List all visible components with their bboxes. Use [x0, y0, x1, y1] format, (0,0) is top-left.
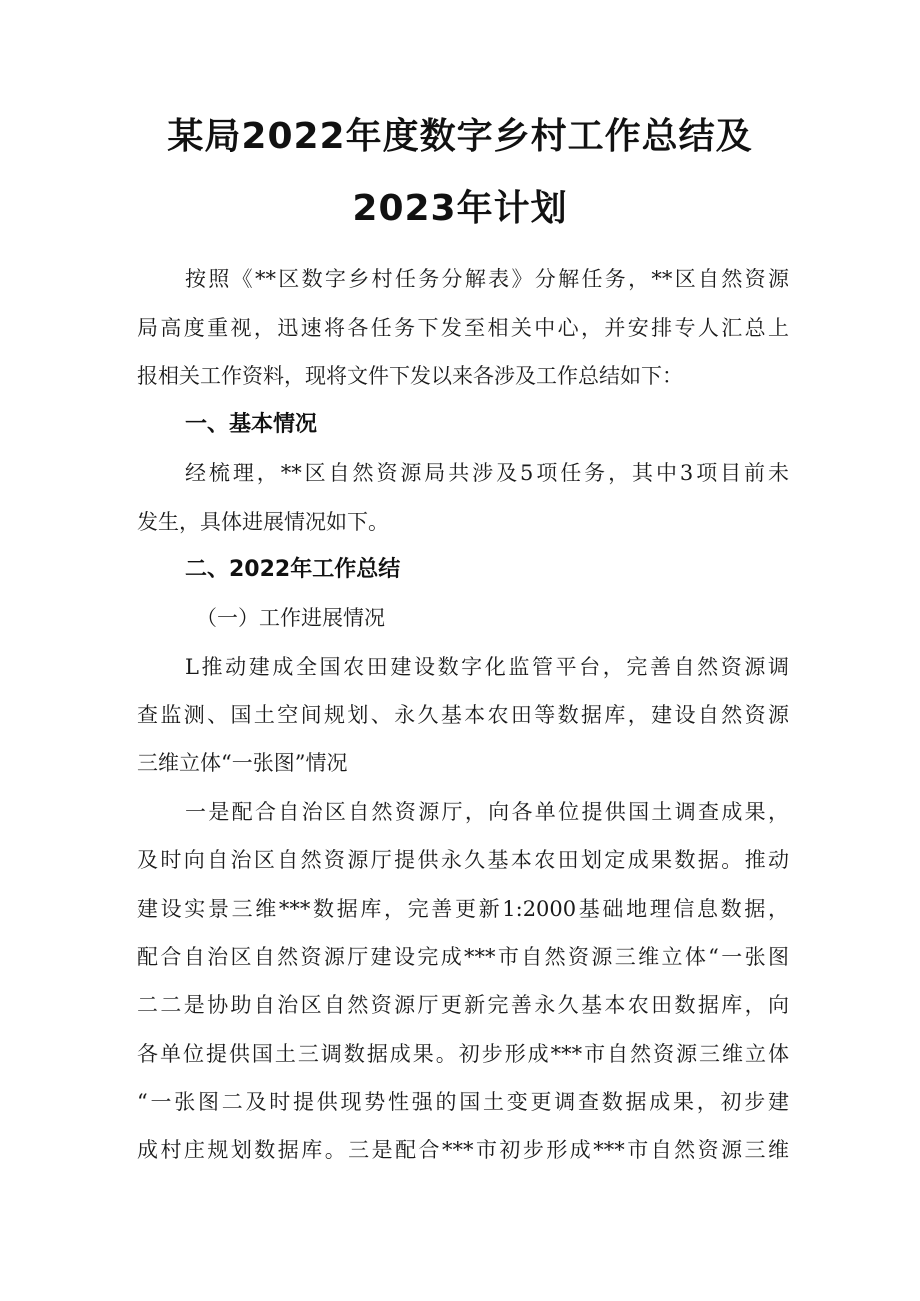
intro-line-1: 按照《**区数字乡村任务分解表》分解任务，**区自然资源: [185, 267, 789, 291]
document-title-line-1: 某局2022年度数字乡村工作总结及: [167, 116, 753, 157]
document-title-line-2: 2023年计划: [352, 188, 568, 229]
item1-line-2: 查监测、国土空间规划、永久基本农田等数据库，建设自然资源: [137, 703, 789, 727]
item1-line-3: 三维立体“一张图”情况: [137, 751, 348, 775]
item1-line-1: L推动建成全国农田建设数字化监管平台，完善自然资源调: [185, 655, 789, 679]
body-line-2: 及时向自治区自然资源厅提供永久基本农田划定成果数据。推动: [137, 848, 789, 872]
body-line-4: 配合自治区自然资源厅建设完成***市自然资源三维立体“一张图: [137, 945, 789, 969]
body-line-3: 建设实景三维***数据库，完善更新1:2000基础地理信息数据，: [137, 897, 789, 921]
body-line-5: 二二是协助自治区自然资源厅更新完善永久基本农田数据库，向: [137, 993, 789, 1017]
subsection-heading-progress: （一）工作进展情况: [196, 606, 385, 630]
body-line-1: 一是配合自治区自然资源厅，向各单位提供国土调查成果，: [185, 800, 789, 824]
intro-line-3: 报相关工作资料，现将文件下发以来各涉及工作总结如下：: [137, 364, 683, 388]
section1-line-2: 发生，具体进展情况如下。: [137, 510, 389, 534]
intro-line-2: 局高度重视，迅速将各任务下发至相关中心，并安排专人汇总上: [137, 316, 789, 340]
section-heading-summary: 二、2022年工作总结: [185, 557, 401, 582]
section1-line-1: 经梳理，**区自然资源局共涉及5项任务，其中3项目前未: [185, 461, 789, 485]
body-line-8: 成村庄规划数据库。三是配合***市初步形成***市自然资源三维: [137, 1138, 789, 1162]
body-line-6: 各单位提供国土三调数据成果。初步形成***市自然资源三维立体: [137, 1042, 789, 1066]
body-line-7: “一张图二及时提供现势性强的国土变更调查数据成果，初步建: [137, 1090, 789, 1114]
section-heading-basic: 一、基本情况: [185, 412, 318, 437]
